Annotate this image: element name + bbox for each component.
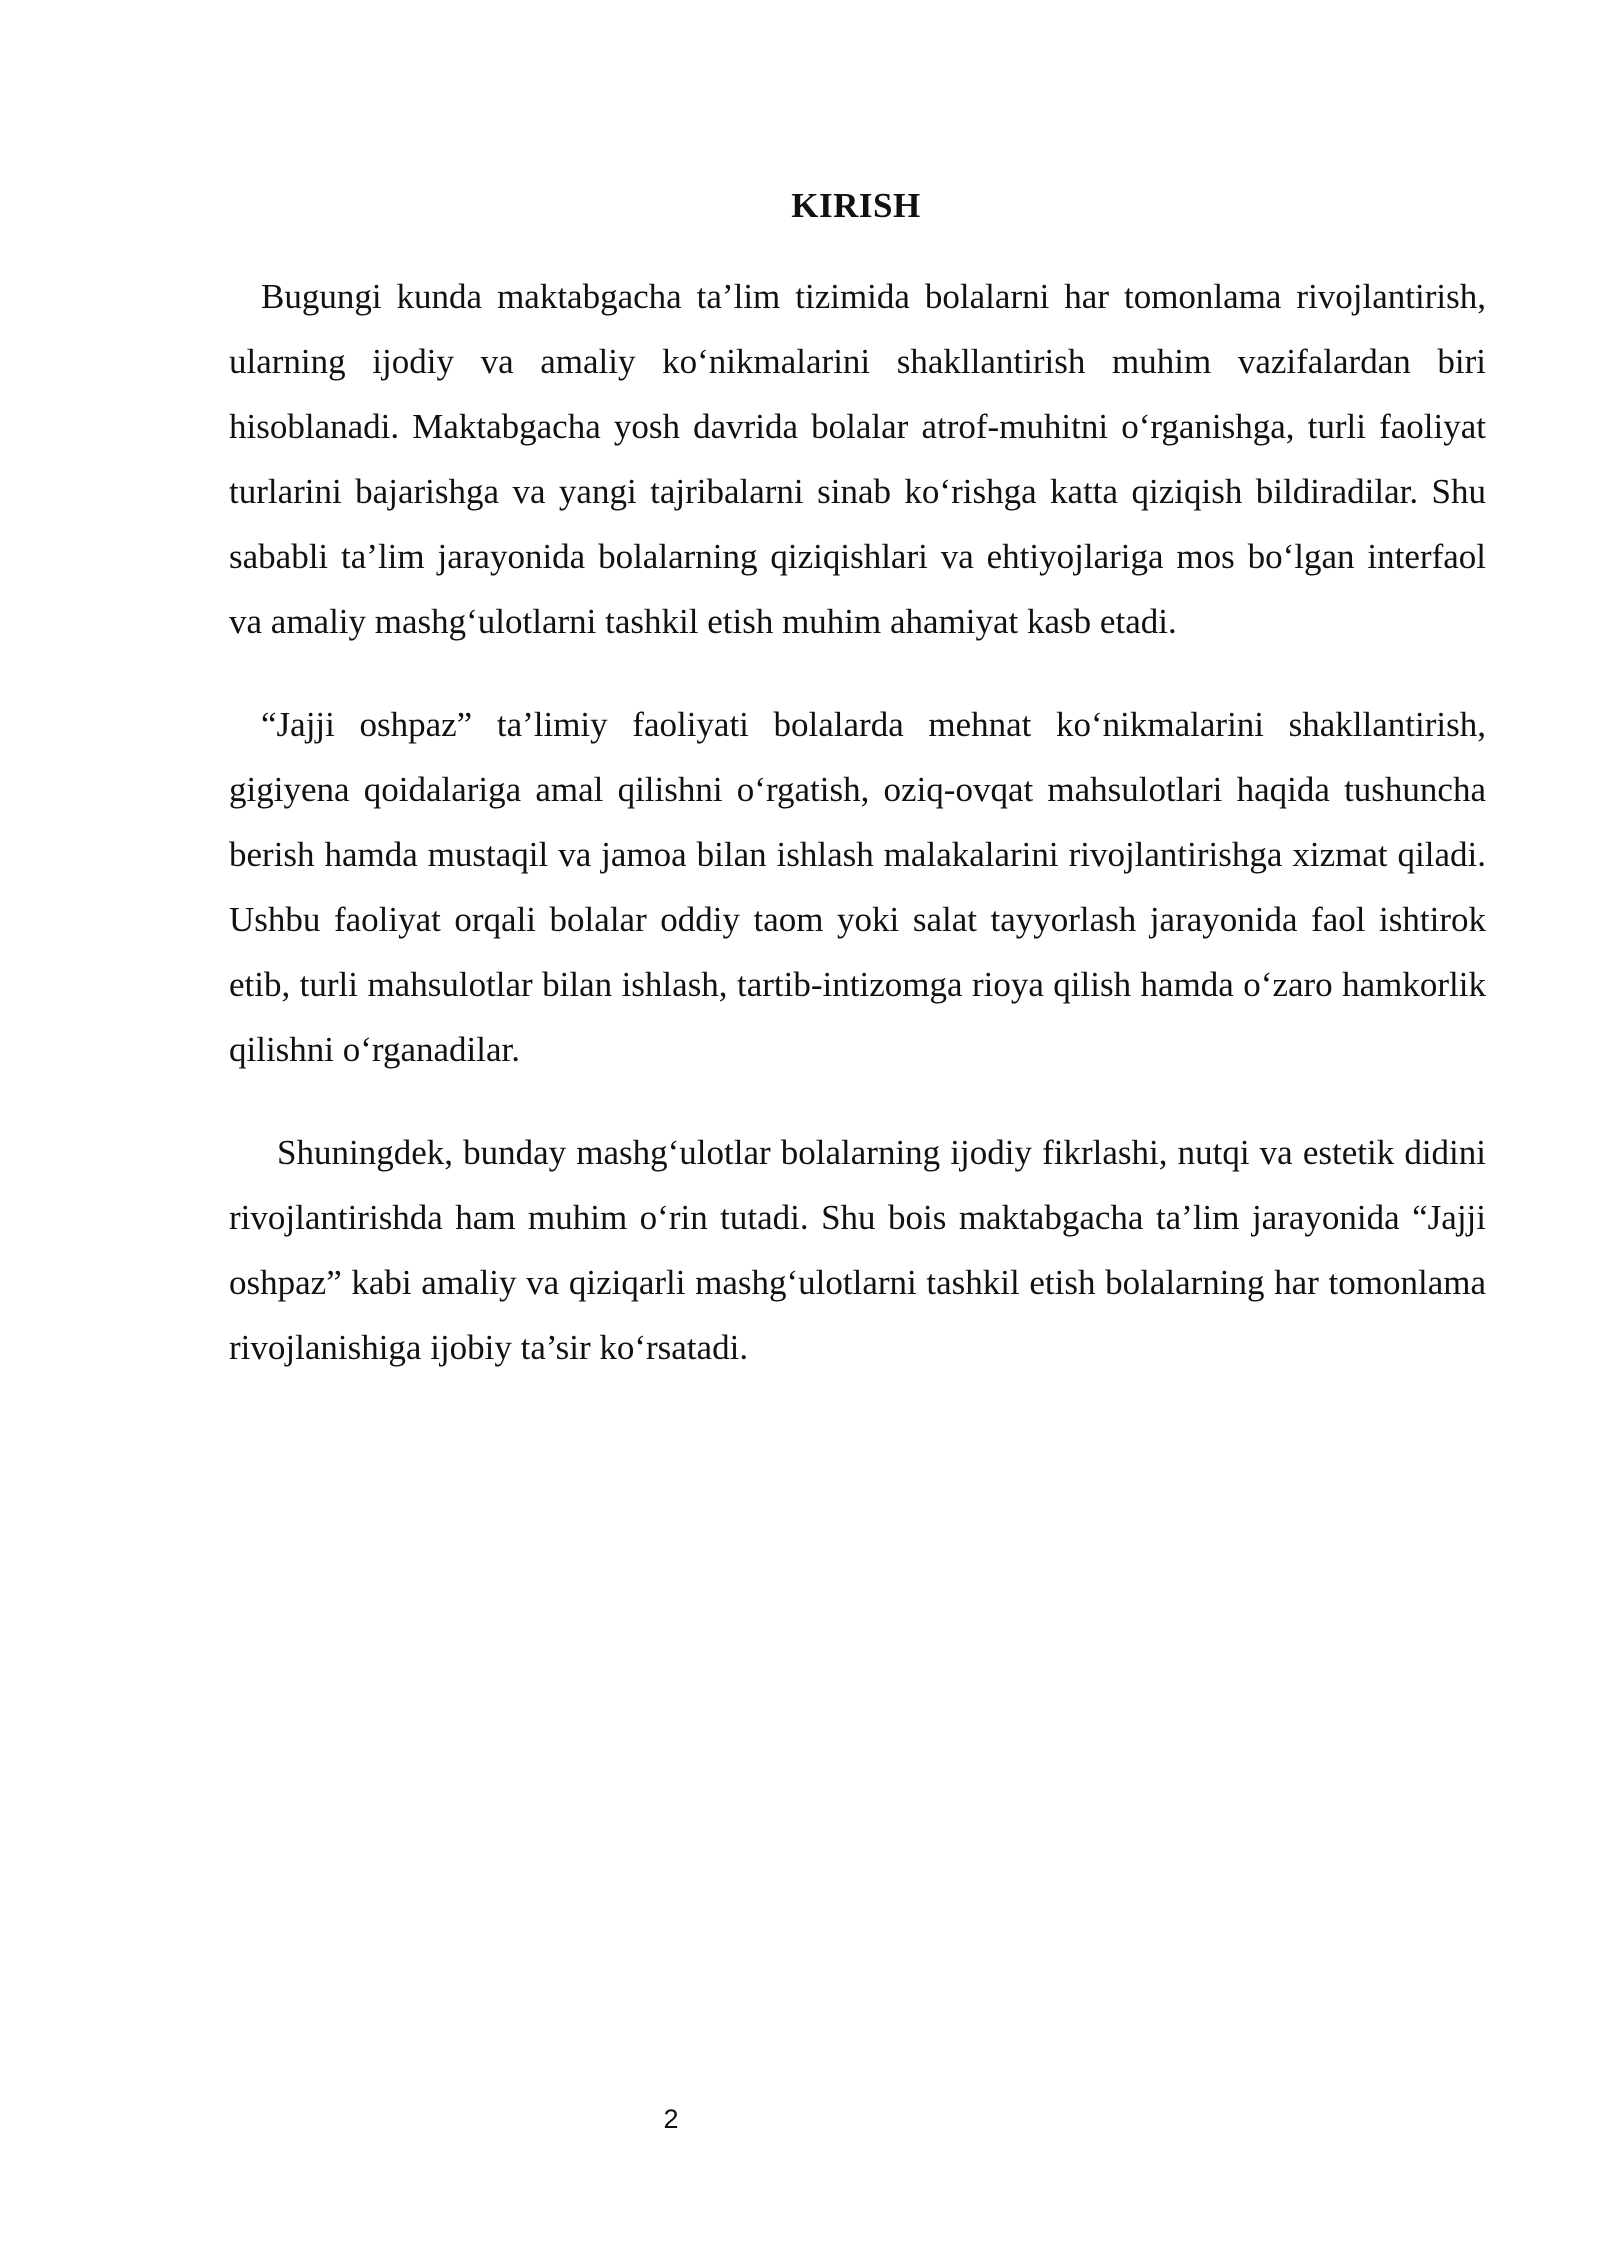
- body-text: [229, 264, 1486, 1418]
- page-number: 2: [663, 2104, 679, 2134]
- paragraph-1: Bugungi kunda maktabgacha ta’lim tizimida bolalarni har tomonlama rivojlantirish, ularning ijodiy va amaliy ko‘nikmalarini shakllantirish muhim vazifalardan biri hisoblanadi. Maktabgacha yosh davrida bolalar atrof-muhitni o‘rganishga, turli faoliyat turlarini bajarishga va yangi tajribalarni sinab ko‘rishga katta qiziqish bildiradilar. Shu sababli ta’lim jarayonida bolalarning qiziqishlari va ehtiyojlariga mos bo‘lgan interfaol va amaliy mashg‘ulotlarni tashkil etish muhim ahamiyat kasb etadi.: [229, 277, 1486, 641]
- section-heading: KIRISH: [791, 186, 921, 225]
- paragraph-2: “Jajji oshpaz” ta’limiy faoliyati bolalarda mehnat ko‘nikmalarini shakllantirish, gigiyena qoidalariga amal qilishni o‘rgatish, oziq-ovqat mahsulotlari haqida tushuncha berish hamda mustaqil va jamoa bilan ishlash malakalarini rivojlantirishga xizmat qiladi. Ushbu faoliyat orqali bolalar oddiy taom yoki salat tayyorlash jarayonida faol ishtirok etib, turli mahsulotlar bilan ishlash, tartib-intizomga rioya qilish hamda o‘zaro hamkorlik qilishni o‘rganadilar.: [229, 705, 1486, 1069]
- paragraph-3: Shuningdek, bunday mashg‘ulotlar bolalarning ijodiy fikrlashi, nutqi va estetik didini rivojlantirishda ham muhim o‘rin tutadi. Shu bois maktabgacha ta’lim jarayonida “Jajji oshpaz” kabi amaliy va qiziqarli mashg‘ulotlarni tashkil etish bolalarning har tomonlama rivojlanishiga ijobiy ta’sir ko‘rsatadi.: [229, 1133, 1486, 1367]
